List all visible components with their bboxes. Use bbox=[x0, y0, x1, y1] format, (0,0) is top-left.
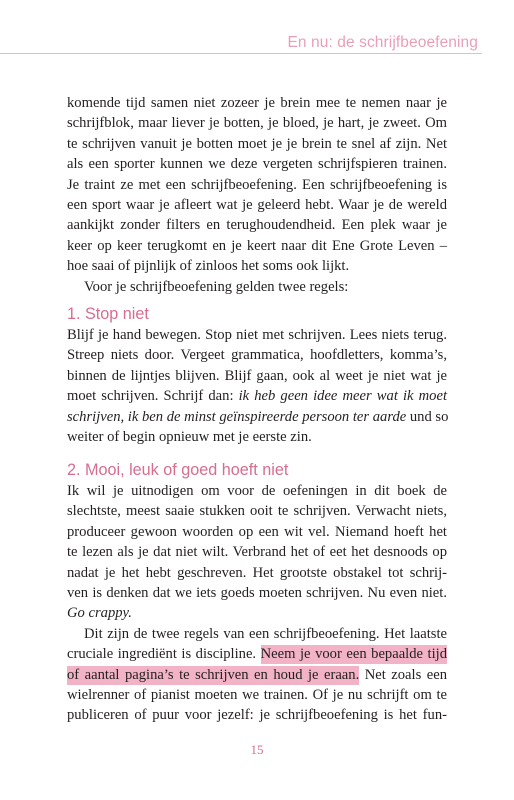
section-stop-niet bbox=[67, 303, 447, 447]
text-line bbox=[67, 603, 447, 623]
text-run: Net zoals een bbox=[359, 666, 447, 683]
text-run: cruciale ingrediënt is discipline. bbox=[67, 646, 261, 663]
text-line: Ik wil je uitnodigen om voor de oefeningen in dit boek de bbox=[67, 483, 447, 499]
text-line: Dit zijn de twee regels van een schrijfbeoefening. Het laatste bbox=[84, 625, 447, 642]
text-line bbox=[67, 644, 447, 664]
text-line: slechtste, meest saaie stukken ooit te schrijven. Verwacht niets, bbox=[67, 503, 447, 520]
text-line: te lezen als je dat niet wilt. Verbrand het of eet het desnoods op bbox=[67, 544, 447, 561]
text-line: wielrenner of pianist moeten we trainen. Of je nu schrijft om te bbox=[67, 686, 447, 703]
text-line: aankijkt zonder filters en terughoudendheid. Een plek waar je bbox=[67, 217, 447, 234]
text-line: hoe saai of pijnlijk of zinloos het soms ook lijkt. bbox=[67, 258, 350, 275]
text-line: Streep niets door. Vergeet grammatica, hoofdletters, komma’s, bbox=[67, 347, 447, 364]
page-number: 15 bbox=[250, 742, 264, 757]
section-heading: 2. Mooi, leuk of goed hoeft niet bbox=[67, 461, 289, 479]
text-line: produceer gewoon woorden op een wit vel. Niemand hoeft het bbox=[67, 523, 447, 540]
text-run: moet schrijven. Schrijf dan: bbox=[67, 388, 239, 405]
italic-example: ik heb geen idee meer wat ik moet bbox=[238, 388, 447, 405]
text-line: Je traint ze met een schrijfbeoefening. Een schrijfbeoefening is bbox=[67, 176, 447, 193]
text-line bbox=[67, 665, 447, 685]
highlighted-text: of aantal pagina’s te schrijven en houd je eraan. bbox=[67, 666, 360, 683]
text-run: und so bbox=[406, 408, 449, 425]
paragraph-intro bbox=[67, 93, 447, 297]
text-line: een sport waar je afleert wat je geleerd hebt. Waar je de wereld bbox=[67, 196, 447, 213]
text-line: weiter of begin opnieuw met je eerste zin. bbox=[67, 428, 312, 445]
highlighted-text: Neem je voor een bepaalde tijd bbox=[260, 646, 448, 663]
text-line: publiceren of puur voor jezelf: je schrijfbeoefening is het fun- bbox=[67, 707, 447, 724]
italic-phrase: Go crappy. bbox=[67, 605, 132, 622]
text-line: binnen de lijntjes blijven. Blijf gaan, ook al weet je niet wat je bbox=[67, 367, 447, 384]
section-heading: 1. Stop niet bbox=[67, 305, 149, 323]
header-rule bbox=[0, 53, 482, 54]
running-head: En nu: de schrijfbeoefening bbox=[287, 34, 478, 51]
section-mooi-leuk-goed bbox=[67, 459, 447, 726]
italic-example: schrijven, ik ben de minst geïnspireerde persoon ter aarde bbox=[67, 408, 407, 425]
text-line bbox=[67, 407, 447, 427]
text-line: schrijfblok, maar liever je botten, je bloed, je hart, je zweet. Om bbox=[67, 115, 447, 132]
text-line: keer op keer terugkomt en je keert naar dit Ene Grote Leven – bbox=[67, 237, 447, 254]
text-line: nadat je het hebt geschreven. Het grootste obstakel tot schrij- bbox=[67, 564, 447, 581]
text-line: Blijf je hand bewegen. Stop niet met schrijven. Lees niets terug. bbox=[67, 327, 447, 343]
text-line bbox=[67, 386, 447, 406]
text-line: te schrijven vanuit je botten moet je je brein te snel af zijn. Net bbox=[67, 135, 447, 152]
text-line: ven is denken dat we iets goeds moeten schrijven. Nu even niet. bbox=[67, 584, 447, 601]
rules-intro: Voor je schrijfbeoefening gelden twee regels: bbox=[84, 278, 349, 295]
text-line: als een sporter kunnen we deze vergeten schrijfspieren trainen. bbox=[67, 156, 447, 173]
text-line: komende tijd samen niet zozeer je brein mee te nemen naar je bbox=[67, 95, 447, 111]
